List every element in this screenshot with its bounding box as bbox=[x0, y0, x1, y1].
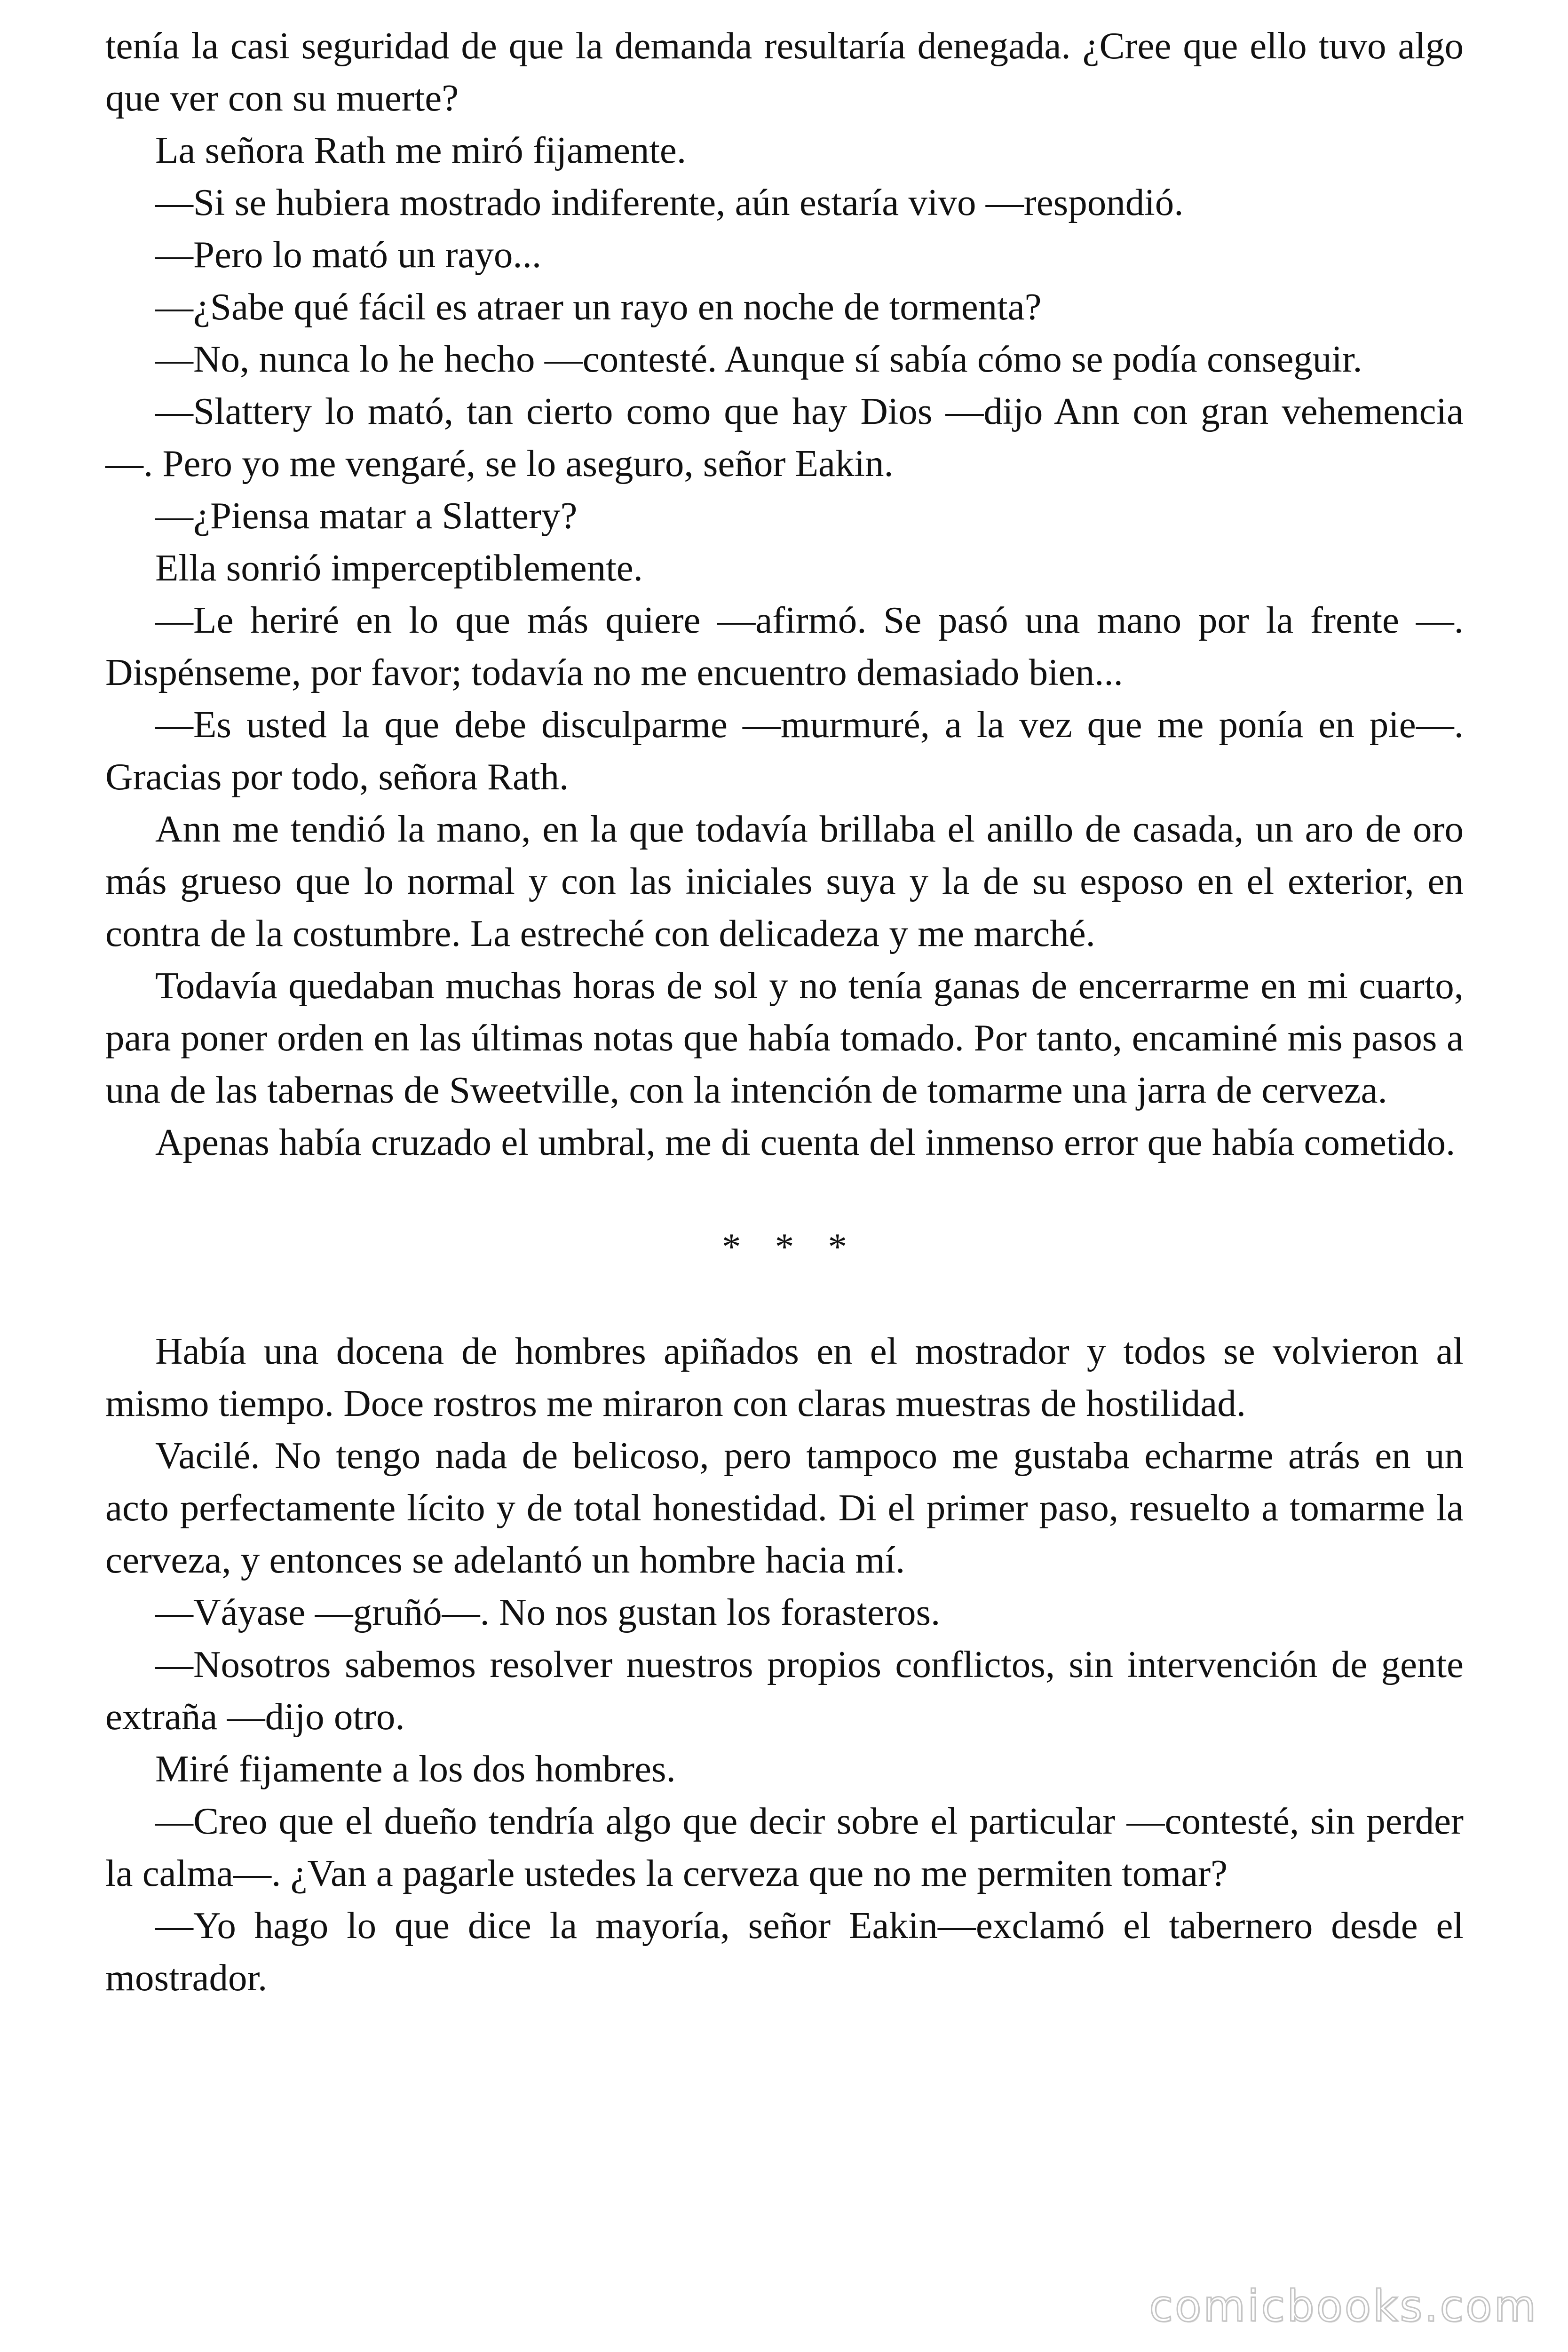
paragraph-2: La señora Rath me miró fijamente. bbox=[155, 129, 687, 171]
paragraph-6: —No, nunca lo he hecho —contesté. Aunque sí sabía cómo se podía conseguir. bbox=[155, 338, 1362, 380]
paragraph-12: Ann me tendió la mano, en la que todavía brillaba el anillo de casada, un aro de oro más grueso que lo normal y con las iniciales suya y la de su esposo en el exterior, en contra de la costumbre. La estreché con delicadeza y me marché. bbox=[105, 808, 1464, 954]
paragraph-7: —Slattery lo mató, tan cierto como que hay Dios —dijo Ann con gran vehemencia—. Pero yo me vengaré, se lo aseguro, señor Eakin. bbox=[105, 390, 1464, 485]
watermark-logo: comicbooks.com bbox=[1149, 2281, 1538, 2331]
paragraph-21: —Yo hago lo que dice la mayoría, señor Eakin—exclamó el tabernero desde el mostrador. bbox=[105, 1904, 1464, 1999]
paragraph-10: —Le heriré en lo que más quiere —afirmó. Se pasó una mano por la frente —. Dispénseme, por favor; todavía no me encuentro demasiado bien... bbox=[105, 599, 1464, 693]
paragraph-13: Todavía quedaban muchas horas de sol y no tenía ganas de encerrarme en mi cuarto, para poner orden en las últimas notas que había tomado. Por tanto, encaminé mis pasos a una de las tabernas de Sweetville, con la intención de tomarme una jarra de cerveza. bbox=[105, 964, 1464, 1111]
paragraph-8: —¿Piensa matar a Slattery? bbox=[155, 494, 578, 537]
scene-break bbox=[105, 1168, 1464, 1325]
paragraph-11: —Es usted la que debe disculparme —murmuré, a la vez que me ponía en pie—. Gracias por todo, señora Rath. bbox=[105, 703, 1464, 798]
paragraph-4: —Pero lo mató un rayo... bbox=[155, 233, 542, 276]
paragraph-5: —¿Sabe qué fácil es atraer un rayo en noche de tormenta? bbox=[155, 286, 1042, 328]
paragraph-15: Había una docena de hombres apiñados en el mostrador y todos se volvieron al mismo tiempo. Doce rostros me miraron con claras muestras de hostilidad. bbox=[105, 1330, 1464, 1424]
paragraph-16: Vacilé. No tengo nada de belicoso, pero tampoco me gustaba echarme atrás en un acto perfectamente lícito y de total honestidad. Di el primer paso, resuelto a tomarme la cerveza, y entonces se adelantó un hombre hacia mí. bbox=[105, 1434, 1464, 1581]
page-body bbox=[105, 20, 1464, 2004]
paragraph-1: tenía la casi seguridad de que la demanda resultaría denegada. ¿Cree que ello tuvo algo que ver con su muerte? bbox=[105, 24, 1464, 119]
paragraph-9: Ella sonrió imperceptiblemente. bbox=[155, 547, 643, 589]
paragraph-19: Miré fijamente a los dos hombres. bbox=[155, 1748, 676, 1790]
paragraph-18: —Nosotros sabemos resolver nuestros propios conflictos, sin intervención de gente extraña —dijo otro. bbox=[105, 1643, 1464, 1738]
scene-break-asterisks: * * * bbox=[722, 1225, 859, 1268]
paragraph-17: —Váyase —gruñó—. No nos gustan los forasteros. bbox=[155, 1591, 941, 1633]
paragraph-20: —Creo que el dueño tendría algo que decir sobre el particular —contesté, sin perder la calma—. ¿Van a pagarle ustedes la cerveza que no me permiten tomar? bbox=[105, 1800, 1464, 1894]
paragraph-3: —Si se hubiera mostrado indiferente, aún estaría vivo —respondió. bbox=[155, 181, 1184, 223]
paragraph-14: Apenas había cruzado el umbral, me di cuenta del inmenso error que había cometido. bbox=[155, 1121, 1456, 1163]
